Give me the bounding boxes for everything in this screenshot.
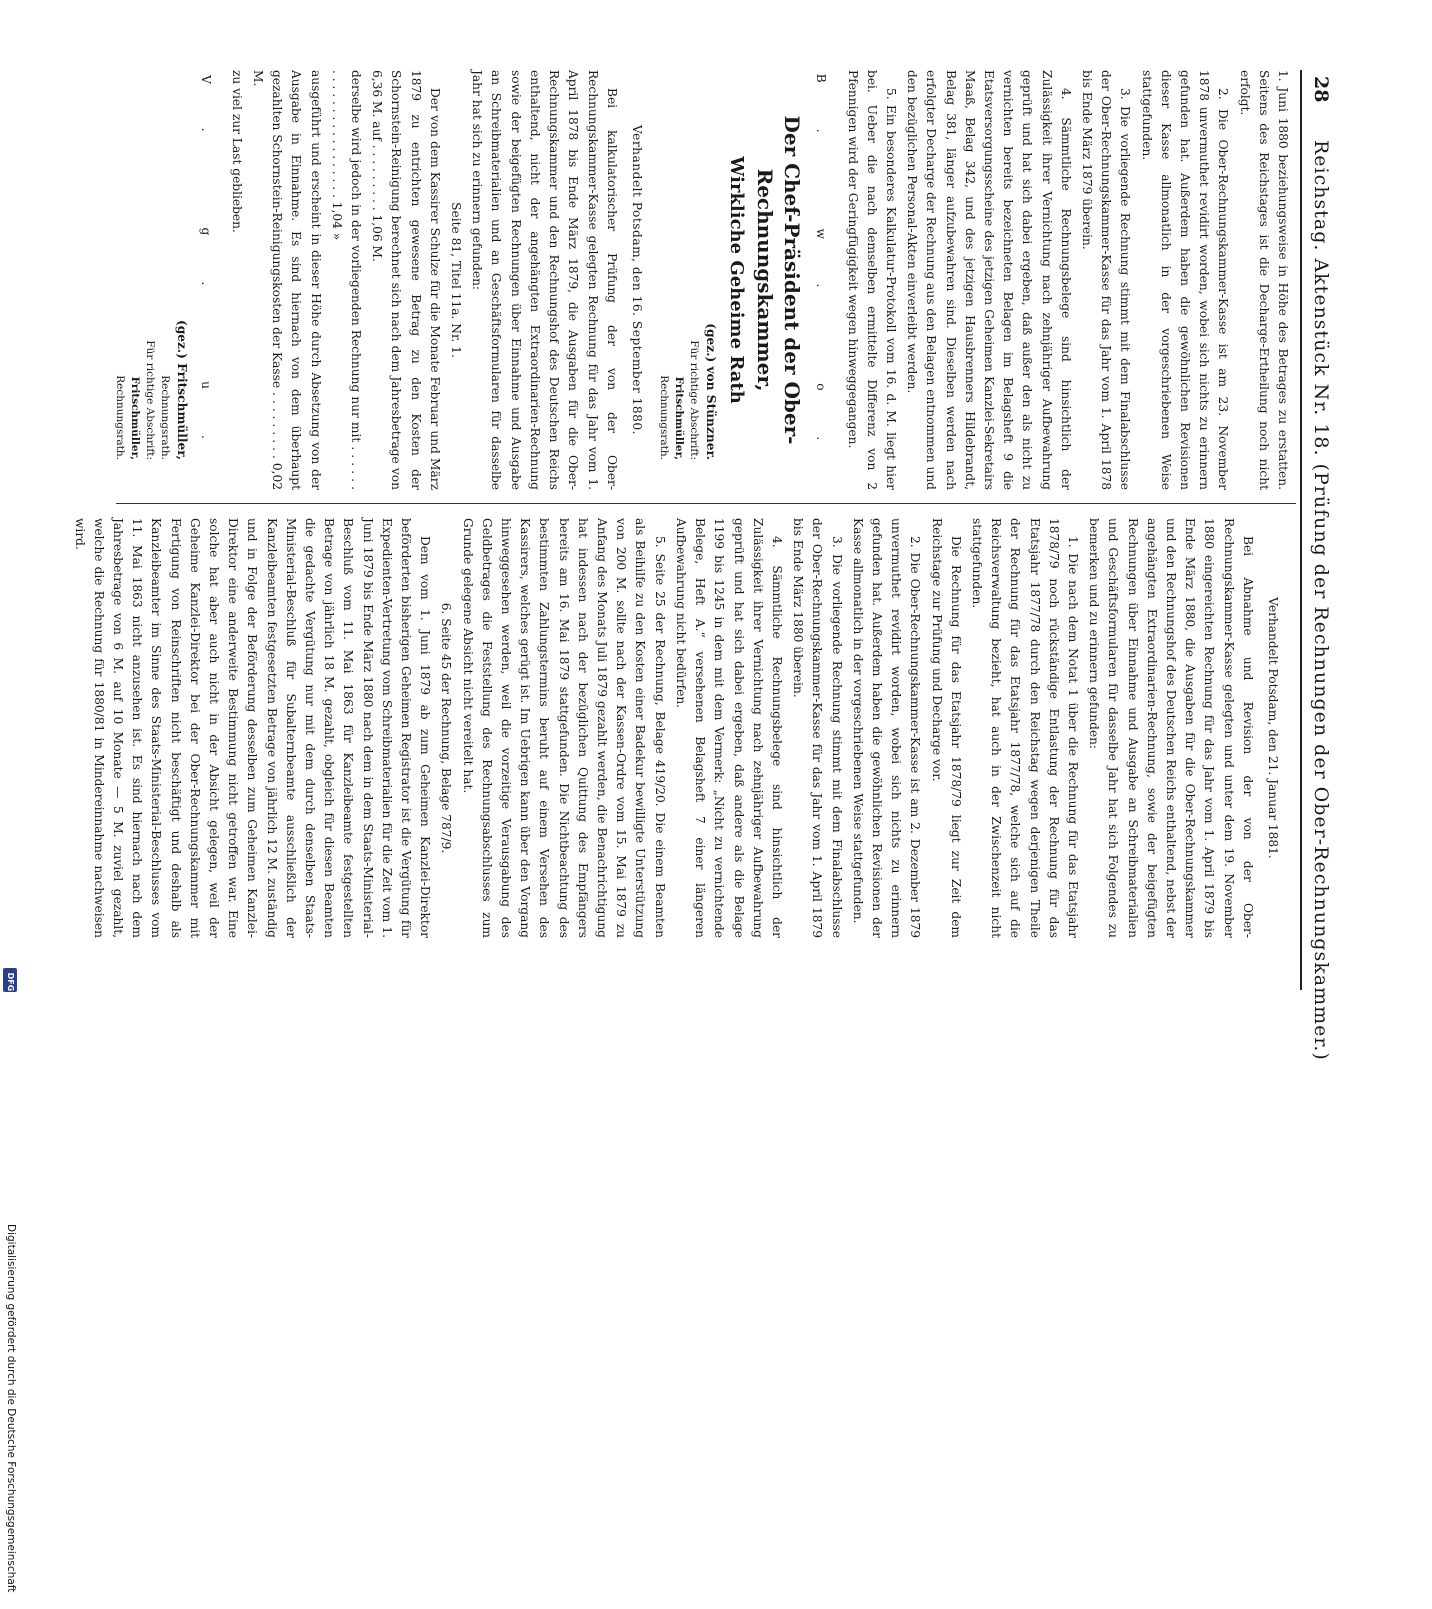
left-item-1: 1. Juni 1880 beziehungsweise in Höhe des Betrages zu erstatten. Seitens des Reichstages ist die Decharge-Ertheilung noch nicht erfolgt. — [1237, 70, 1290, 490]
calc-text-4: zu viel zur Last geblieben. — [229, 70, 244, 233]
left-column — [112, 70, 1292, 490]
right-item-8: Dem vom 1. Juni 1879 ab zum Geheimen Kanzlei-Direktor beförderten bisherigen Geheimen Registrator ist die Vergütung für Expedienten-Vertretung vom Schreibmaterialien für die Zeit vom 1. Juni 1879 bis Ende März 1880 nach dem in dem Staats-Ministerial-Beschluß vom 11. Mai 1863 für Kanzleibeamte festgestellten Betrage von jährlich 18 M. gezahlt, obgleich für diesen Beamten die gedachte Vergütung nur mit dem durch denselben Staats-Ministerial-Beschluß für Subalternbeamte ausschließlich der Kanzleibeamten festgesetzten Betrage von jährlich 12 M. zuständig und in Folge der Beförderung desselben zum Geheimen Kanzlei-Direktor eine anderweite Bestimmung nicht getroffen war. Eine solche hat aber auch nicht in der Absicht gelegen, weil der Geheime Kanzlei-Direktor bei der Ober-Rechnungskammer mit Fertigung von Reinschriften nicht beschäftigt und deshalb als Kanzleibeamter im Sinne des Staats-Ministerial-Beschlusses vom 11. Mai 1863 nicht anzusehen ist. Es sind hiernach nach dem Jahresbetrage von 6 M. auf 10 Monate — 5 M. zuviel gezahlt, welche die Rechnung für 1880/81 in Mindereinnahme nachweisen wird. — [72, 518, 433, 938]
dfg-logo — [3, 968, 17, 992]
right-item-3: 2. Die Ober-Rechnungskammer-Kasse ist am 2. Dezember 1879 unvermuthet revidirt worden, wobei sich nichts zu erinnern gefunden hat. Außerdem haben die gewöhnlichen Revisionen der Kasse allmonatlich in der vorgeschriebenen Weise stattgefunden. — [850, 518, 923, 938]
digitization-note: Digitalisierung gefördert durch die Deutsche Forschungsgemeinschaft — [5, 1224, 17, 1593]
right-item-6: 5. Seite 25 der Rechnung, Belage 419/20. Die einem Beamten als Beihilfe zu den Kosten einer Badekur bewilligte Unterstützung von 200 M. sollte nach der Kassen-Ordre vom 15. Mai 1879 zu Anfang des Monats Juli 1879 gezahlt werden, die Benachrichtigung hat indessen nach der bezüglichen Quittung des Empfängers bereits am 16. Mai 1879 stattgefunden. Die Nichtbeachtung des bestimmten Zahlungstermins beruht auf einem Versehen des Kassirers, welches gerügt ist. Im Uebrigen kann über den Vorgang hinweggesehen werden, weil die vorzeitige Verausgabung des Geldbetrages die Feststellung des Rechnungsabschlusses zum Grunde gelegene Absicht nicht vereitelt hat. — [460, 518, 667, 938]
signature-role: Rechnungsrath. — [657, 375, 670, 460]
dfg-logo-text: DFG — [6, 972, 15, 992]
protocol-place-date: Verhandelt Potsdam, den 16. September 1880. — [629, 124, 644, 436]
page-header — [1300, 70, 1338, 1061]
left-item-2: 2. Die Ober-Rechnungskammer-Kasse ist am 23. November 1878 unvermuthet revidirt worden, wobei sich nichts zu erinnern gefunden hat. Außerdem haben die gewöhnlichen Revisionen dieser Kasse allmonatlich in der vorgeschriebenen Weise stattgefunden. — [1139, 70, 1231, 490]
left-item-4: 4. Sämmtliche Rechnungsbelege sind hinsichtlich der Zulässigkeit ihrer Vernichtung nach zehnjähriger Aufbewahrung geprüft und hat sich dabei ergeben, daß außer den als nicht zu vernichten bereits bezeichneten Belagen im Belagsheft 9 die Etatsversorgungsscheine des jetzigen Geheimen Kanzlei-Sekretairs Maaß, Belag 342, und des jetzigen Hausbrenners Hildebrandt, Belag 381, länger aufzubewahren sind. Dieselben werden nach erfolgter Decharge der Rechnung aus den Belagen entnommen und den bezüglichen Personal-Akten einverleibt werden. — [905, 70, 1073, 490]
left-item-3: 3. Die vorliegende Rechnung stimmt mit dem Finalabschlusse der Ober-Rechnungskammer-Kasse für das Jahr vom 1. April 1878 bis Ende März 1879 überein. — [1079, 70, 1133, 490]
signature-2-copy: Fritschmüller, — [129, 376, 142, 460]
right-column — [67, 518, 1292, 938]
calc-text-3: ausgeführt und erscheint in dieser Höhe durch Absetzung von der Ausgabe in Einnahme. Es sind hiernach von dem überhaupt gezahlten Schornstein-Reinigungskosten der Kasse . . . . . . . . . 0,02 M. — [251, 70, 323, 490]
section-title-1: Der Chef-Präsident der Ober-Rechnungskammer, — [753, 115, 805, 445]
left-item-5: 5. Ein besonderes Kalkulatur-Protokoll vom 16. d. M. liegt hier bei. Ueber die nach demselben ermittelte Differenz von 2 Pfennigen wird der Geringfügigkeit wegen hinweggegangen. — [845, 70, 898, 490]
digitization-strip — [0, 610, 22, 1593]
signature-2-role-2: Rechnungsrath. — [114, 375, 127, 460]
right-intro: Bei Abnahme und Revision der von der Ober-Rechnungskammer-Kasse gelegten und unter dem 19. November 1880 eingereichten Rechnung für das Jahr vom 1. April 1879 bis Ende März 1880, die Ausgaben für die Ober-Rechnungskammer und den Rechnungshof des Deutschen Reichs enthaltend, nebst der angehängten Extraordinarien-Rechnung, sowie der beigefügten Rechnungen über Einnahme und Ausgabe an Schreibmaterialien und Geschäftsformularen für dasselbe Jahr hat sich Folgendes zu bemerken und zu erinnern gefunden: — [1087, 518, 1255, 938]
signature-note: Für richtige Abschrift: — [687, 340, 700, 460]
bvo-mark-2: V. g. u. — [198, 75, 213, 485]
signature-name: (gez.) von Stünzner. — [704, 323, 719, 460]
right-place-date: Verhandelt Potsdam, den 21. Januar 1881. — [1266, 597, 1280, 859]
right-item-1: 1. Die nach dem Notat 1 über die Rechnung für das Etatsjahr 1878/79 noch rückständige Entlastung der Rechnung für das Etatsjahr 1877/78 durch den Reichstag wegen derjenigen Theile der Rechnung für das Etatsjahr 1877/78, welche sich auf die Reichsverwaltung bezieht, hat auch in der Zwischenzeit nicht stattgefunden. — [969, 518, 1080, 938]
calc-text-1: Der von dem Kassirer Schulze für die Monate Februar und März 1879 zu entrichten gewesene Betrag zu den Kosten der Schornstein-Reinigung berechnet sich nach dem Jahresbetrage von 6,36 M. auf . . . . . . . . . 1,06 M. — [370, 70, 442, 490]
running-title: Reichstag. Aktenstück Nr. 18. (Prüfung der Rechnungen der Ober-Rechnungskammer.) — [1310, 140, 1332, 1061]
right-item-4: 3. Die vorliegende Rechnung stimmt mit dem Finalabschlusse der Ober-Rechnungskammer-Kasse für das Jahr vom 1. April 1879 bis Ende März 1880 überein. — [791, 518, 844, 938]
right-item-7: 6. Seite 45 der Rechnung, Belage 787/9. — [439, 602, 454, 854]
calc-text-2: derselbe wird jedoch in der vorliegenden Rechnung nur mit . . . . . . . . . . . . . . . . . . . . . . . 1,04 » — [329, 70, 364, 490]
right-item-2: Die Rechnung für das Etatsjahr 1878/79 liegt zur Zeit dem Reichstage zur Prüfung und Decharge vor. — [929, 518, 963, 938]
document-page — [72, 70, 1338, 1061]
bvo-mark: B. w. o. — [814, 73, 829, 487]
signature-2-role: Rechnungsrath. — [159, 375, 172, 460]
section-title-2: Wirkliche Geheime Rath — [726, 156, 748, 404]
protocol-text: Bei kalkulatorischer Prüfung der von der Ober-Rechnungskammer-Kasse gelegten Rechnung für das Jahr vom 1. April 1878 bis Ende März 1879, die Ausgaben für die Ober-Rechnungskammer und den Rechnungshof des Deutschen Reichs enthaltend, nicht der angehängten Extraordinarien-Rechnung sowie der beigefügten Rechnungen über Einnahme und Ausgabe an Schreibmaterialien und an Geschäftsformularen für dasselbe Jahr hat sich zu erinnern gefunden: — [470, 70, 619, 490]
page-number: 28 — [1310, 76, 1332, 103]
column-divider — [116, 503, 1296, 504]
signature-2-name: (gez.) Fritschmüller, — [175, 319, 190, 460]
signature-2-note: Für richtige Abschrift: — [144, 340, 157, 460]
seite-reference: Seite 81, Titel 11a. Nr. 1. — [449, 202, 464, 358]
right-item-5: 4. Sämmtliche Rechnungsbelege sind hinsichtlich der Zulässigkeit ihrer Vernichtung nach zehnjähriger Aufbewahrung geprüft und hat sich dabei ergeben, daß andere als die Belage 1199 bis 1245 in dem mit dem Vermerk: „Nicht zu vernichtende Belege, Heft A.“ versehenen Belagsheft 7 einer längeren Aufbewahrung nicht bedürfen. — [673, 518, 784, 938]
signature-copy: Fritschmüller, — [672, 376, 685, 460]
